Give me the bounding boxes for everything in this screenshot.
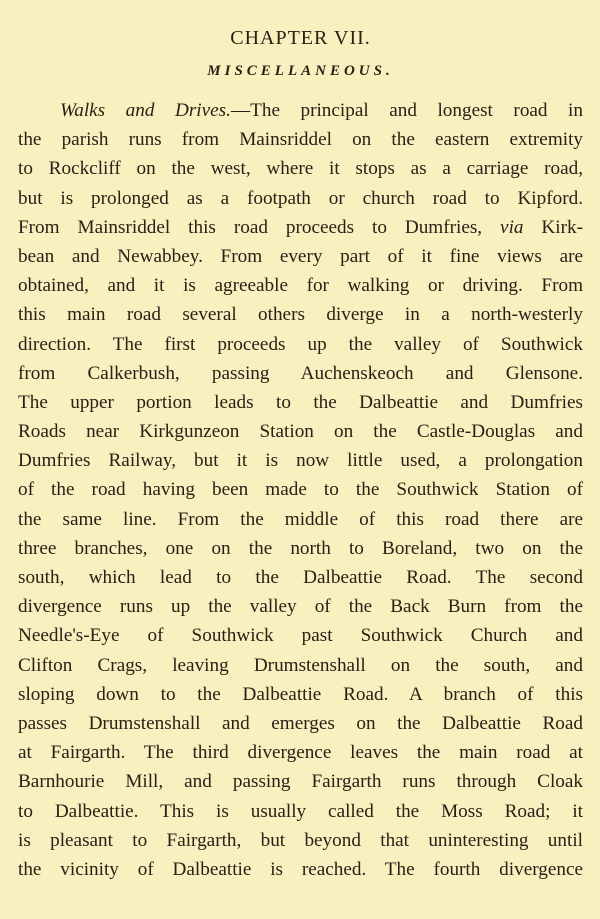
text-line: the parish runs from Mainsriddel on the eastern extremity: [18, 129, 583, 151]
text-line: divergence runs up the valley of the Back Burn from the: [18, 596, 583, 618]
text-line: Barnhourie Mill, and passing Fairgarth runs through Cloak: [18, 771, 583, 793]
text-line: Roads near Kirkgunzeon Station on the Castle-Douglas and: [18, 421, 583, 443]
section-heading: MISCELLANEOUS.: [207, 63, 394, 79]
text-line: of the road having been made to the Southwick Station of: [18, 479, 583, 501]
text-line: obtained, and it is agreeable for walking or driving. From: [18, 275, 583, 297]
text-line: bean and Newabbey. From every part of it fine views are: [18, 245, 583, 267]
text-line: south, which lead to the Dalbeattie Road. The second: [18, 567, 583, 588]
italic-word: via: [500, 216, 524, 238]
text-line: passes Drumstenshall and emerges on the Dalbeattie Road: [18, 712, 583, 734]
text-line: Dumfries Railway, but it is now little used, a prolongation: [18, 450, 583, 472]
chapter-title: CHAPTER VII.: [230, 27, 371, 49]
text-line: Clifton Crags, leaving Drumstenshall on the south, and: [18, 654, 583, 676]
text-line: direction. The first proceeds up the valley of Southwick: [18, 333, 583, 355]
lead-in-phrase: Walks and Drives.: [60, 100, 231, 121]
text-line: three branches, one on the north to Boreland, two on the: [18, 537, 583, 559]
text-line: sloping down to the Dalbeattie Road. A branch of this: [18, 683, 583, 705]
text-line: [18, 96, 583, 125]
text-line: the vicinity of Dalbeattie is reached. The fourth divergence: [18, 858, 583, 880]
text-line-content: —The principal and longest road in: [230, 100, 583, 121]
text-line: to Rockcliff on the west, where it stops as a carriage road,: [18, 158, 583, 180]
text-line: the same line. From the middle of this road there are: [18, 508, 583, 530]
text-line: The upper portion leads to the Dalbeattie and Dumfries: [18, 391, 583, 413]
book-page: [18, 24, 583, 904]
text-line: but is prolonged as a footpath or church road to Kipford.: [18, 187, 583, 209]
text-line: is pleasant to Fairgarth, but beyond that uninteresting until: [18, 829, 583, 851]
text-line: Needle's-Eye of Southwick past Southwick Church and: [18, 625, 583, 647]
text-line: this main road several others diverge in a north-westerly: [18, 304, 583, 326]
text-line: at Fairgarth. The third divergence leaves the main road at: [18, 742, 583, 764]
body-paragraph: [18, 96, 583, 884]
text-line: from Calkerbush, passing Auchenskeoch and Glensone.: [18, 362, 583, 384]
text-line: From Mainsriddel this road proceeds to Dumfries, via Kirk-: [18, 216, 583, 238]
text-line: to Dalbeattie. This is usually called the Moss Road; it: [18, 800, 583, 822]
